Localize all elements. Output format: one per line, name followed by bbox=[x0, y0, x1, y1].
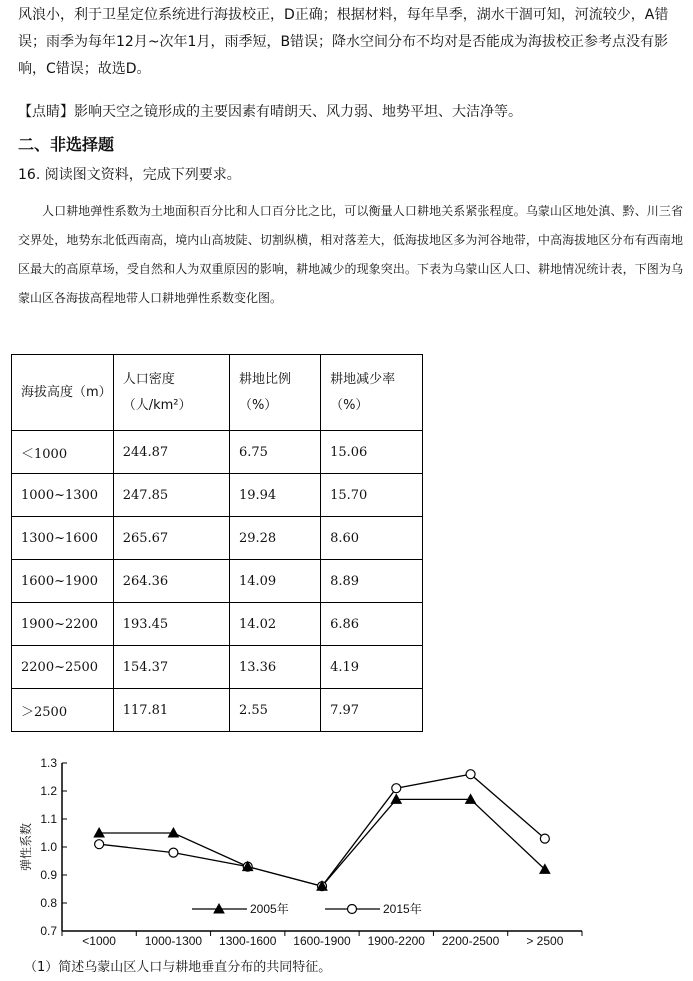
table-row bbox=[12, 474, 423, 517]
y-tick-label: 0.7 bbox=[40, 924, 57, 938]
table-cell: 2.55 bbox=[229, 689, 320, 732]
y-tick-label: 1.1 bbox=[40, 812, 57, 826]
table-header: 耕地减少率（%） bbox=[321, 355, 423, 431]
question-1: （1）简述乌蒙山区人口与耕地垂直分布的共同特征。 bbox=[24, 960, 332, 975]
legend-label: 2015年 bbox=[383, 902, 422, 916]
x-tick-label: 1600-1900 bbox=[293, 934, 351, 948]
legend-label: 2005年 bbox=[250, 902, 289, 916]
legend-marker bbox=[348, 905, 357, 914]
table-cell: 154.37 bbox=[113, 646, 229, 689]
y-tick-label: 1.2 bbox=[40, 784, 57, 798]
table-row bbox=[12, 603, 423, 646]
x-tick-label: 1300-1600 bbox=[219, 934, 277, 948]
data-table bbox=[11, 354, 423, 732]
table-row bbox=[12, 517, 423, 560]
table-cell: 13.36 bbox=[229, 646, 320, 689]
answer-explanation: 风浪小，利于卫星定位系统进行海拔校正，D正确；根据材料，每年旱季，湖水干涸可知，河流较少，A错误；雨季为每年12月~次年1月，雨季短，B错误；降水空间分布不均对是否能成为海拔校正参考点没有影响，C错误；故选D。 bbox=[18, 7, 669, 77]
y-axis-label: 弹性系数 bbox=[19, 822, 33, 872]
table-cell: 8.60 bbox=[321, 517, 423, 560]
table-cell: ＞2500 bbox=[12, 689, 114, 732]
table-row bbox=[12, 689, 423, 732]
key-point-note: 【点睛】影响天空之镜形成的主要因素有晴朗天、风力弱、地势平坦、大洁净等。 bbox=[18, 104, 522, 120]
y-tick-label: 0.9 bbox=[40, 868, 57, 882]
data-point-2015年 bbox=[466, 770, 475, 779]
x-tick-label: <1000 bbox=[82, 934, 116, 948]
section-title: 二、非选择题 bbox=[18, 135, 115, 154]
table-cell: 8.89 bbox=[321, 560, 423, 603]
table-cell: 247.85 bbox=[113, 474, 229, 517]
y-tick-label: 1.0 bbox=[40, 840, 57, 854]
question-16-prompt: 16. 阅读图文资料，完成下列要求。 bbox=[18, 167, 241, 183]
table-row bbox=[12, 431, 423, 474]
table-cell: 1000~1300 bbox=[12, 474, 114, 517]
x-tick-label: 1900-2200 bbox=[367, 934, 425, 948]
reading-material: 人口耕地弹性系数为土地面积百分比和人口百分比之比，可以衡量人口耕地关系紧张程度。乌蒙山区地处滇、黔、川三省交界处，地势东北低西南高，境内山高坡陡、切割纵横，相对落差大，低海拔地区多为河谷地带，中高海拔地区分布有西南地区最大的高原草场，受自然和人为双重原因的影响，耕地减少的现象突出。下表为乌蒙山区人口、耕地情况统计表，下图为乌蒙山区各海拔高程地带人口耕地弹性系数变化图。 bbox=[18, 204, 683, 305]
x-tick-label: > 2500 bbox=[526, 934, 564, 948]
table-cell: 1600~1900 bbox=[12, 560, 114, 603]
table-cell: 117.81 bbox=[113, 689, 229, 732]
table-cell: 193.45 bbox=[113, 603, 229, 646]
table-cell: 265.67 bbox=[113, 517, 229, 560]
table-cell: 264.36 bbox=[113, 560, 229, 603]
table-cell: 6.86 bbox=[321, 603, 423, 646]
table-cell: 14.09 bbox=[229, 560, 320, 603]
table-cell: 2200~2500 bbox=[12, 646, 114, 689]
data-point-2015年 bbox=[540, 834, 549, 843]
data-point-2015年 bbox=[95, 840, 104, 849]
table-header: 人口密度（人/km²） bbox=[113, 355, 229, 431]
table-cell: 1900~2200 bbox=[12, 603, 114, 646]
elasticity-line-chart bbox=[0, 752, 620, 954]
table-cell: 19.94 bbox=[229, 474, 320, 517]
series-line-2005年 bbox=[99, 799, 545, 886]
table-header: 耕地比例（%） bbox=[229, 355, 320, 431]
table-cell: 14.02 bbox=[229, 603, 320, 646]
table-cell: 4.19 bbox=[321, 646, 423, 689]
x-tick-label: 2200-2500 bbox=[441, 934, 500, 948]
data-point-2015年 bbox=[392, 784, 401, 793]
table-cell: 29.28 bbox=[229, 517, 320, 560]
table-cell: 7.97 bbox=[321, 689, 423, 732]
table-cell: 15.70 bbox=[321, 474, 423, 517]
data-point-2015年 bbox=[169, 848, 178, 857]
table-row bbox=[12, 560, 423, 603]
table-row bbox=[12, 646, 423, 689]
x-tick-label: 1000-1300 bbox=[144, 934, 203, 948]
table-cell: 244.87 bbox=[113, 431, 229, 474]
table-cell: 1300~1600 bbox=[12, 517, 114, 560]
table-header: 海拔高度（m） bbox=[12, 355, 114, 431]
series-line-2015年 bbox=[99, 774, 545, 886]
table-cell: ＜1000 bbox=[12, 431, 114, 474]
y-tick-label: 0.8 bbox=[40, 896, 57, 910]
table-header-row bbox=[12, 355, 423, 431]
table-cell: 15.06 bbox=[321, 431, 423, 474]
y-tick-label: 1.3 bbox=[40, 756, 57, 770]
table-cell: 6.75 bbox=[229, 431, 320, 474]
